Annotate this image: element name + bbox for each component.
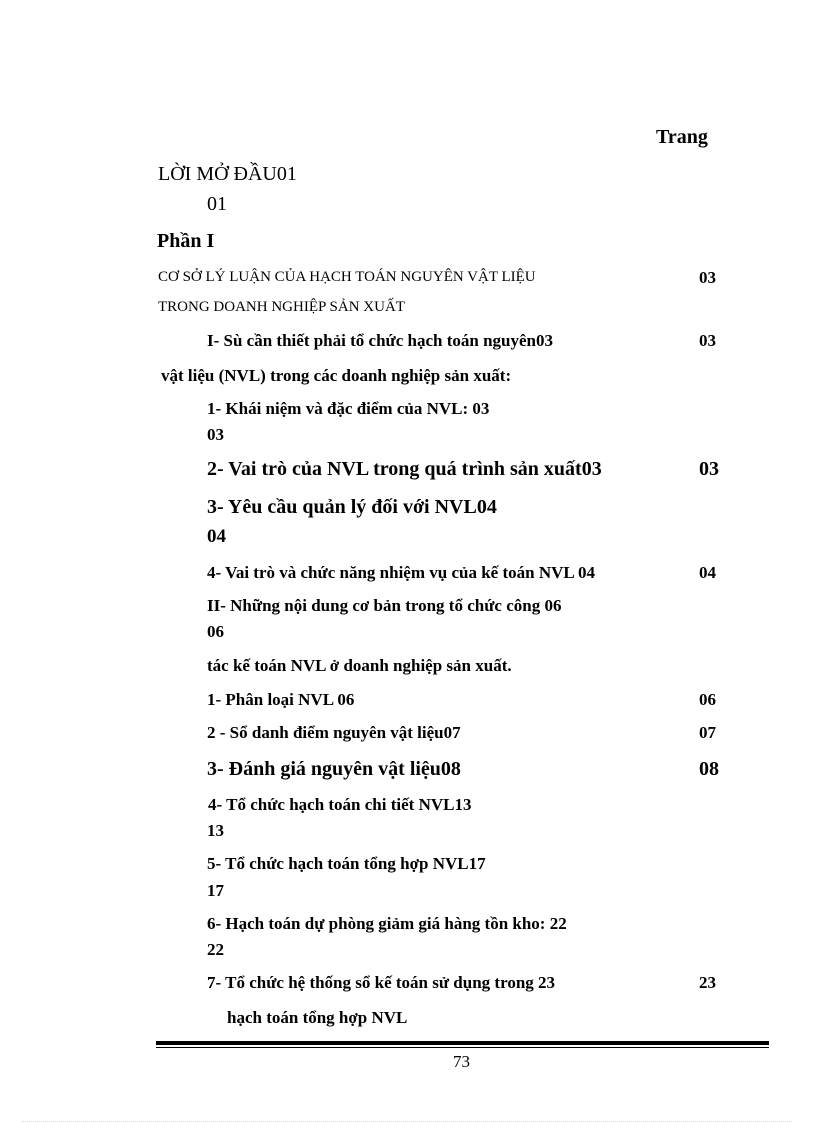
sectionI-page: 03 — [699, 331, 716, 350]
toc-entry-2-7-line2: hạch toán tổng hợp NVL — [227, 1008, 408, 1027]
sectionII-page: 06 — [207, 622, 224, 641]
footer-rule-thick — [156, 1041, 769, 1045]
toc-entry-2-6: 6- Hạch toán dự phòng giảm giá hàng tồn kho: 22 — [207, 914, 567, 933]
toc-entry-1-1-page: 03 — [207, 425, 224, 444]
part1-title-line2: TRONG DOANH NGHIỆP SẢN XUẤT — [158, 299, 405, 315]
page-edge-divider — [22, 1121, 792, 1122]
part1-title-line1: CƠ SỞ LÝ LUẬN CỦA HẠCH TOÁN NGUYÊN VẬT LIỆU — [158, 269, 536, 285]
toc-entry-2-1: 1- Phân loại NVL 06 — [207, 690, 355, 709]
toc-entry-1-3: 3- Yêu cầu quản lý đối với NVL04 — [207, 496, 497, 518]
toc-header: Trang — [656, 126, 708, 148]
sectionI-line1: I- Sù cần thiết phải tổ chức hạch toán nguyên03 — [207, 331, 554, 350]
toc-entry-2-5: 5- Tổ chức hạch toán tổng hợp NVL17 — [207, 854, 486, 873]
toc-entry-2-3: 3- Đánh giá nguyên vật liệu08 — [207, 758, 461, 780]
intro-title: LỜI MỞ ĐẦU01 — [158, 163, 297, 185]
toc-entry-1-3-page: 04 — [207, 526, 226, 547]
sectionII-line2: tác kế toán NVL ở doanh nghiệp sản xuất. — [207, 656, 512, 675]
sectionI-line2: vật liệu (NVL) trong các doanh nghiệp sản xuất: — [161, 366, 512, 385]
footer-rule-thin — [156, 1047, 769, 1048]
toc-entry-1-4: 4- Vai trò và chức năng nhiệm vụ của kế toán NVL 04 — [207, 563, 596, 582]
toc-entry-2-5-page: 17 — [207, 881, 224, 900]
toc-entry-1-1: 1- Khái niệm và đặc điểm của NVL: 03 — [207, 399, 490, 418]
intro-page: 01 — [207, 193, 227, 215]
part1-page: 03 — [699, 268, 716, 287]
toc-entry-2-6-page: 22 — [207, 940, 224, 959]
page-number: 73 — [453, 1052, 470, 1071]
toc-entry-2-2-page: 07 — [699, 723, 716, 742]
toc-entry-2-3-page: 08 — [699, 758, 719, 780]
part1-heading: Phần I — [157, 230, 215, 252]
toc-entry-2-4-page: 13 — [207, 821, 224, 840]
toc-entry-1-2-page: 03 — [699, 458, 719, 480]
toc-entry-2-1-page: 06 — [699, 690, 716, 709]
toc-entry-2-2: 2 - Sổ danh điểm nguyên vật liệu07 — [207, 723, 461, 742]
toc-entry-2-7-page: 23 — [699, 973, 716, 992]
toc-entry-2-7: 7- Tổ chức hệ thống sổ kế toán sử dụng trong 23 — [207, 973, 556, 992]
toc-entry-1-4-page: 04 — [699, 563, 716, 582]
toc-entry-1-2: 2- Vai trò của NVL trong quá trình sản xuất03 — [207, 458, 602, 480]
toc-entry-2-4: 4- Tổ chức hạch toán chi tiết NVL13 — [208, 795, 472, 814]
sectionII-line1: II- Những nội dung cơ bản trong tổ chức công 06 — [207, 596, 562, 615]
